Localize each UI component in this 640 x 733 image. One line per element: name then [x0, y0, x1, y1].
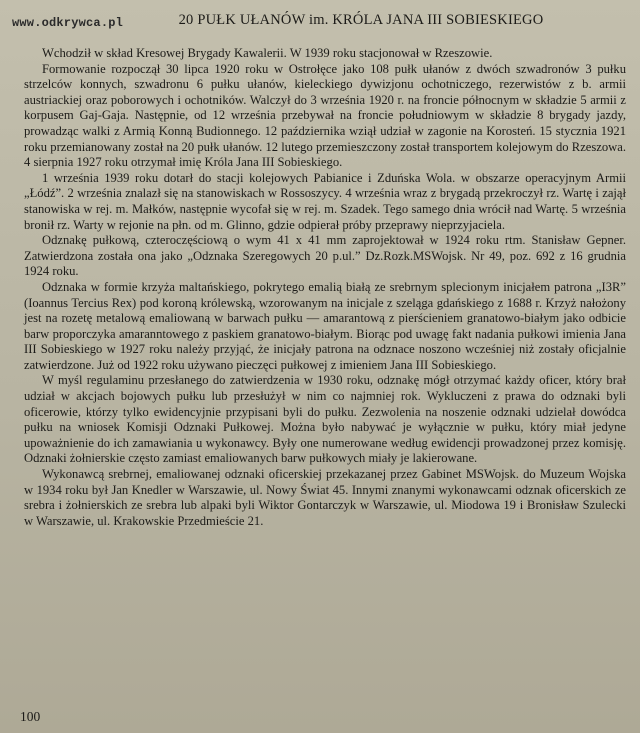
paragraph: Formowanie rozpoczął 30 lipca 1920 roku w Ostrołęce jako 108 pułk ułanów z dwóch szwadronów 3 pułku strzelców konnych, szwadronu 6 pułku ułanów, kieleckiego dywizjonu ochotniczego, rezerwistów z b. armii austriackiej oraz poborowych i ochotników. Walczył do 3 września 1920 r. na froncie północnym w składzie 5 armii z korpusem Gaj-Gaja. Następnie, od 12 września przebywał na froncie południowym w składzie 8 brygady jazdy, prowadząc walki z Armią Konną Budionnego. 12 października wziął udział w zagonie na Korosteń. 15 stycznia 1921 roku przemianowany został na 20 pułk ułanów. 12 lutego przemieszczony został transportem kolejowym do Rzeszowa. 4 sierpnia 1927 roku otrzymał imię Króla Jana III Sobieskiego. [24, 61, 626, 170]
paragraph: Odznakę pułkową, czteroczęściową o wym 41 x 41 mm zaprojektował w 1924 roku rtm. Stanisław Gepner. Zatwierdzona została ona jako „Odznaka Szeregowych 20 p.ul.” Dz.Rozk.MSWojsk. Nr 49, poz. 692 z 16 grudnia 1924 roku. [24, 233, 626, 279]
watermark: www.odkrywca.pl [12, 16, 124, 30]
paragraph: W myśl regulaminu przesłanego do zatwierdzenia w 1930 roku, odznakę mógł otrzymać każdy oficer, który brał udział w akcjach bojowych pułku lub przesłużył w nim co najmniej rok. Wykluczeni z prawa do odznaki byli oficerowie, którzy tylko ewidencyjnie przypisani byli do pułku. Zezwolenia na noszenie odznaki udzielał dowódca pułku na wniosek Komisji Odznaki Pułkowej. Można było nabywać je wyłącznie w pułku, który miał jedyne upoważnienie do ich zamawiania u wykonawcy. Były one numerowane według ewidencji prowadzonej przez komisję. Odznaki żołnierskie często zamiast emaliowanych barw pułkowych miały je lakierowane. [24, 373, 626, 466]
body-text [24, 46, 626, 529]
paragraph: Wykonawcą srebrnej, emaliowanej odznaki oficerskiej przekazanej przez Gabinet MSWojsk. do Muzeum Wojska w 1934 roku był Jan Knedler w Warszawie, ul. Nowy Świat 45. Innymi znanymi wykonawcami odznak oficerskich ze srebra i żołnierskich ze srebra lub alpaki byli Wiktor Gontarczyk w Warszawie, ul. Miodowa 19 i Bronisław Szulecki w Warszawie, ul. Krakowskie Przedmieście 21. [24, 467, 626, 528]
paragraph: 1 września 1939 roku dotarł do stacji kolejowych Pabianice i Zduńska Wola. w obszarze operacyjnym Armii „Łódź”. 2 września znalazł się na stanowiskach w Rossoszycy. 4 września wraz z brygadą przekroczył rz. Wartę i zajął stanowiska w rej. m. Małków, następnie wycofał się w rej. m. Szadek. Tego samego dnia wrócił nad Wartę. 5 września bronił rz. Warty w rejonie na płn. od m. Glinno, gdzie odpierał próby przeprawy nieprzyjaciela. [24, 170, 626, 232]
page-number: 100 [20, 709, 41, 724]
paragraph: Odznaka w formie krzyża maltańskiego, pokrytego emalią białą ze srebrnym splecionym inicjałem patrona „I3R” (Ioannus Tercius Rex) pod koroną królewską, wzorowanym na inicjale z szeląga gdańskiego z 1688 r. Krzyż nałożony jest na rozetę metalową emaliowaną w barwach pułku — amarantową z pierścieniem granatowo-białym jako odbicie barw proporczyka amaranntowego z paskiem granatowo-białym. Biorąc pod uwagę fakt nadania pułkowi imienia Jana III Sobieskiego w 1927 roku należy przyjąć, że inicjały patrona na odznace noszono wcześniej niż zostały oficjalnie zatwierdzone. Już od 1922 roku używano pieczęci pułkowej z imieniem Jana III Sobieskiego. [24, 279, 626, 372]
paragraph: Wchodził w skład Kresowej Brygady Kawalerii. W 1939 roku stacjonował w Rzeszowie. [42, 46, 493, 60]
page-title: 20 PUŁK UŁANÓW im. KRÓLA JANA III SOBIESKIEGO [178, 12, 544, 28]
